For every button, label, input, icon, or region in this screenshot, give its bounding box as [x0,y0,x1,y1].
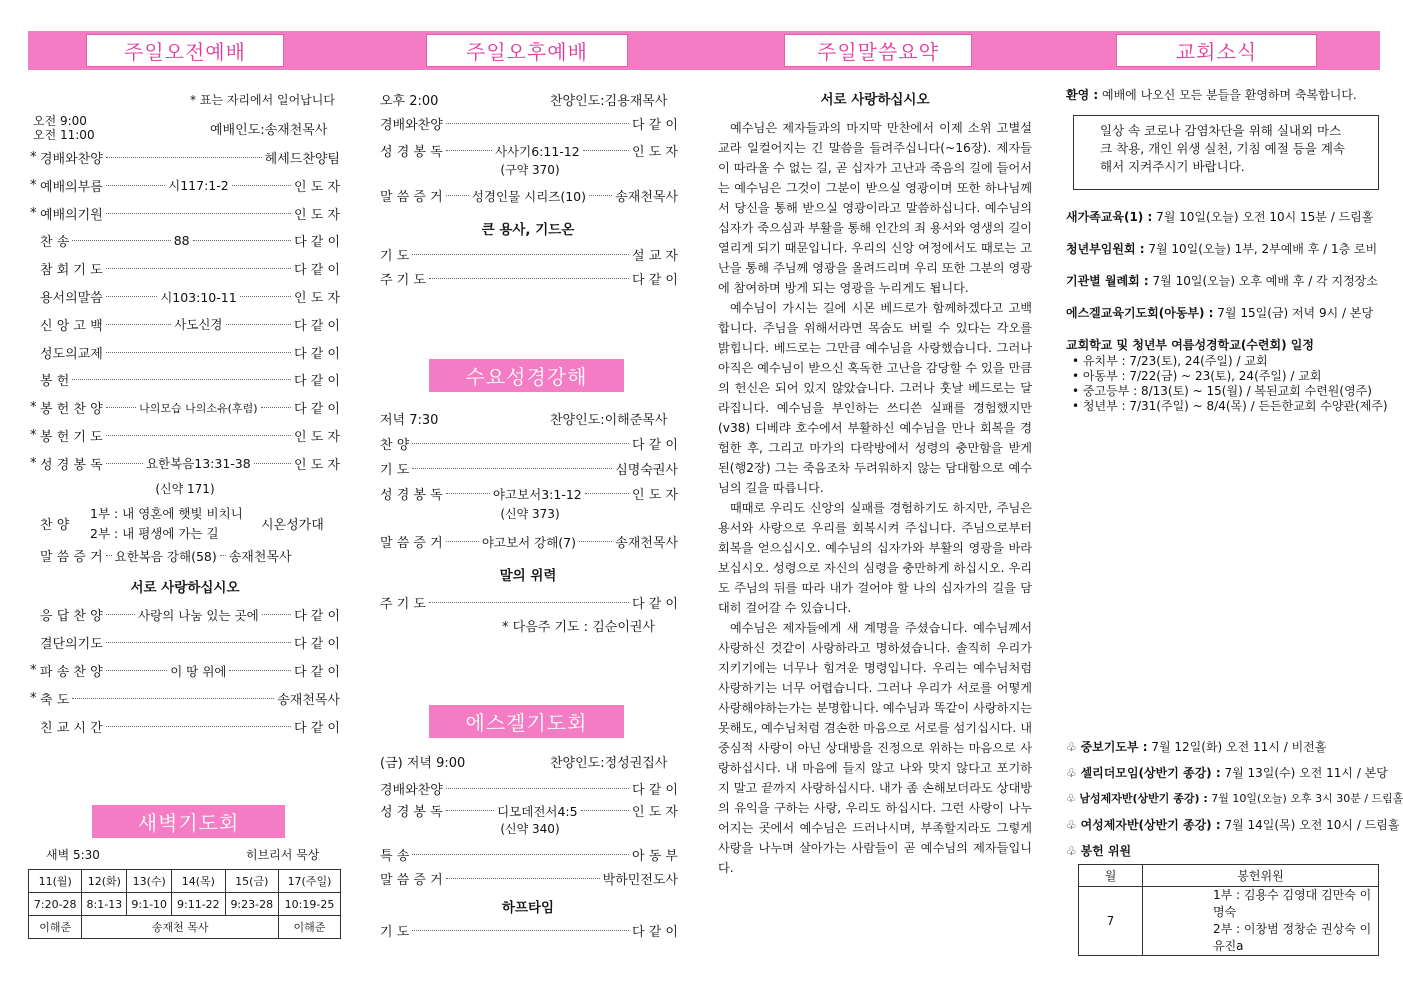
clover-icon: ♧ [1066,792,1076,805]
row-value: 다 같 이 [632,273,678,288]
order-row [30,633,340,652]
summer-text: 유치부 : 7/23(토), 24(주일) / 교회 [1082,354,1268,368]
order-row [380,801,678,820]
news-item-label: 새가족교육(1) : [1066,210,1153,224]
dawn-passage: 7:20-28 [29,893,82,916]
sermon-body [718,118,1032,878]
order-row [380,779,678,798]
ezekiel-halftime: 하프타임 [501,900,555,916]
clover-icon: ♧ [1066,740,1077,754]
clover-icon: ♧ [1066,766,1077,780]
summer-item: • 아동부 : 7/22(금) ~ 23(토), 24(주일) / 교회 [1072,369,1322,383]
prayer-news-item [1066,738,1326,755]
standing-mark: * [30,400,37,416]
dawn-day: 14(목) [172,870,225,893]
row-label: 신 앙 고 백 [40,318,103,334]
morning-reading-sub: (신약 171) [155,482,215,496]
wednesday-sermon-title: 말의 위력 [499,568,557,584]
dawn-passage: 8:1-13 [82,893,127,916]
order-row [380,593,678,612]
dawn-days-row [29,870,341,893]
standing-mark: * [30,663,37,678]
standing-note: * 표는 자리에서 일어납니다 [190,93,335,107]
prayer-news-item [1066,816,1399,833]
row-label: 봉 헌 [40,374,70,390]
dawn-day: 15(금) [225,870,278,893]
row-middle: 이 땅 위에 [170,663,227,679]
order-row [30,259,340,278]
offering-month-head: 월 [1079,865,1143,887]
row-label: 경배와찬양 [40,152,103,167]
morning-time-2: 오전 11:00 [33,128,95,142]
row-label: 경배와찬양 [380,118,443,133]
header-dawn: 새벽기도회 [92,805,285,838]
order-row [30,717,340,736]
morning-sermon-row [40,546,340,565]
order-row [380,141,678,160]
clover-icon: ♧ [1066,844,1077,858]
row-label: 특 송 [380,849,410,864]
row-label: 성 경 봉 독 [380,145,443,160]
order-row [380,114,678,133]
row-value: 인 도 자 [294,457,340,473]
row-value: 다 같 이 [294,263,340,279]
offering-label-text: 봉헌 위원 [1080,844,1132,858]
afternoon-time: 오후 2:00 [380,94,439,109]
row-value: 다 같 이 [294,609,341,624]
choir-label: 찬 양 [40,518,70,533]
row-value: 송재천목사 [615,190,679,205]
offering-second-service: 2부 : 이창범 정창순 권상숙 이유진a [1213,922,1372,953]
row-label: 기 도 [380,249,410,264]
dawn-leader: 이해준 [29,916,82,939]
prayer-news-text: 7월 14일(목) 오전 10시 / 드림홀 [1224,818,1400,832]
choir-value: 시온성가대 [261,518,324,533]
row-label: 기 도 [380,463,410,478]
row-label: 성도의교제 [40,346,103,362]
row-label: 말 씀 증 거 [380,873,443,888]
row-middle: 디모데전서4:5 [497,803,578,819]
row-value: 설 교 자 [632,249,678,264]
summer-title: 교회학교 및 청년부 여름성경학교(수련회) 일정 [1066,338,1314,352]
row-middle: 요한복음 강해(58) [114,548,217,564]
morning-sermon-title: 서로 사랑하십시오 [130,580,240,596]
row-middle: 나의모습 나의소유(후렴) [139,401,258,415]
order-row [380,484,678,503]
row-middle: 사사기6:11-12 [494,143,580,159]
row-value: 송재천목사 [615,536,679,551]
news-item-label: 청년부임원회 : [1066,242,1145,256]
order-row [30,176,340,195]
welcome-line [1066,86,1357,103]
dawn-time: 새벽 5:30 [46,848,100,862]
standing-mark: * [30,691,37,706]
mask-notice: 일상 속 코로나 감염차단을 위해 실내외 마스크 착용, 개인 위생 실천, 기침 예절 등을 계속해서 지켜주시기 바랍니다. [1073,115,1379,190]
offering-header-row [1079,865,1379,887]
row-label: 경배와찬양 [380,783,443,798]
row-label: 성 경 봉 독 [380,488,443,503]
row-value: 아 동 부 [632,849,678,864]
prayer-news-text: 7월 13일(수) 오전 11시 / 본당 [1224,766,1388,780]
row-value: 인 도 자 [294,179,340,195]
order-row [30,605,340,624]
header-sermon: 주일말씀요약 [784,34,972,67]
header-wednesday: 수요성경강해 [429,359,624,392]
row-label: 예배의부름 [40,179,103,195]
row-value: 다 같 이 [632,118,678,133]
row-label: 말 씀 증 거 [40,550,103,565]
order-row [380,869,678,888]
summer-item: • 중고등부 : 8/13(토) ~ 15(월) / 복된교회 수련원(영주) [1072,384,1372,398]
row-middle: 시103:10-11 [160,289,237,305]
order-row [380,459,678,478]
dawn-leader: 이해준 [278,916,340,939]
row-value: 다 같 이 [632,597,678,612]
row-middle: 시117:1-2 [168,178,229,194]
row-label: 파 송 찬 양 [40,665,103,680]
welcome-label: 환영 : [1066,88,1099,102]
dawn-day: 12(화) [82,870,127,893]
order-row [30,148,340,167]
next-prayer-note: * 다음주 기도 : 김순이권사 [502,620,655,635]
sermon-paragraph: 예수님은 제자들에게 새 계명을 주셨습니다. 예수님께서 사랑하신 것같이 사랑하라고 명하셨습니다. 솔직히 우리가 지키기에는 너무나 힘겨운 명령입니다. 우리는 예수님처럼 사랑하기는 너무 어렵습니다. 그러나 우리가 서로를 어떻게 사랑해야하는가는 분명합니다. 예수님과 똑같이 사랑하지는 못해도, 예수님처럼 겸손한 마음으로 서로를 섬기십시다. 내 중심적 사랑이 아닌 상대방을 진정으로 위하는 마음으로 사랑하십시다. 내 마음에 들지 않고 나와 맞지 않다고 포기하지 말고 끝까지 사랑하십시다. 내가 좀 손해보더라도 상대방의 유익을 구하는 사랑, 우리도 하십시다. 그런 사랑이 나누어지는 곳에서 예수님은 드러나시며, 부족할지라도 그렇게 사랑을 나누며 살아가는 사람들이 곧 예수님의 제자들입니다. [718,621,1033,875]
row-label: 응 답 찬 양 [40,609,103,624]
order-row [30,661,340,680]
offering-month: 7 [1079,887,1143,956]
row-middle: 사랑의 나눔 있는 곳에 [138,607,259,623]
news-item-text: 7월 15일(금) 저녁 9시 / 본당 [1217,306,1374,320]
choir-first: 1부 : 내 영혼에 햇빛 비치니 [90,506,243,521]
order-row [380,434,678,453]
order-row [30,204,340,223]
dawn-day: 17(주일) [278,870,340,893]
summer-text: 청년부 : 7/31(주일) ~ 8/4(목) / 든든한교회 수양관(제주) [1082,399,1388,413]
choir-second: 2부 : 내 평생에 가는 길 [90,526,219,541]
row-value: 다 같 이 [294,402,340,418]
prayer-news-label: 남성제자반(상반기 종강) : [1079,792,1208,805]
afternoon-sermon-title: 큰 용사, 기드온 [481,222,575,238]
clover-icon: ♧ [1066,818,1077,832]
summer-item: • 유치부 : 7/23(토), 24(주일) / 교회 [1072,354,1268,368]
offering-committee-label [1066,842,1131,859]
header-afternoon: 주일오후예배 [426,34,628,67]
row-label: 축 도 [40,693,70,708]
ezekiel-leader: 찬양인도:정성권집사 [550,756,668,771]
morning-time-1: 오전 9:00 [33,114,87,128]
row-value: 인 도 자 [294,430,340,445]
row-label: 말 씀 증 거 [380,190,443,205]
news-item [1066,208,1373,225]
row-value: 다 같 이 [294,235,341,251]
row-value: 송재천목사 [228,550,292,565]
sermon-paragraph: 예수님이 가시는 길에 시몬 베드로가 함께하겠다고 고백합니다. 주님을 위해서라면 목숨도 버릴 수 있다는 각오를 밝힙니다. 베드로는 그만큼 예수님을 사랑했습니다. 그러나 아직은 예수님이 받으신 혹독한 고난을 감당할 수 있을 만큼의 헌신은 되어 있지 않았습니다. 그러나 훗날 베드로는 달라집니다. 예수님을 부인하는 쓰디쓴 실패를 경험했지만(v38) 디베랴 호수에서 부활하신 예수님을 만나 회복을 경험한 후, 그리고 마가의 다락방에서 성령의 충만함을 받게 된(행2장) 그는 죽음조차 두려워하지 않는 담대함으로 예수님의 길을 따릅니다. [718,301,1032,495]
morning-leader: 예배인도:송재천목사 [210,123,328,138]
dawn-leader: 송재천 목사 [82,916,279,939]
standing-mark: * [30,205,37,221]
row-middle: 야고보서3:1-12 [492,486,582,502]
summer-text: 중고등부 : 8/13(토) ~ 15(월) / 복된교회 수련원(영주) [1082,384,1372,398]
offering-first-service: 1부 : 김용수 김영대 김만숙 이명숙 [1213,888,1372,919]
news-item-text: 7월 10일(오늘) 오전 10시 15분 / 드림홀 [1156,210,1374,224]
news-item [1066,304,1373,321]
standing-mark: * [30,150,37,165]
standing-mark: * [30,428,37,443]
order-row [380,245,678,264]
row-value: 다 같 이 [294,318,340,334]
sermon-paragraph: 때때로 우리도 신앙의 실패를 경험하기도 하지만, 주님은 용서와 사랑으로 우리를 회복시켜 주십니다. 주님으로부터 회복을 얻으십시오. 예수님의 십자가와 부활의 영광을 바라보십시오. 성령으로 자신의 심령을 충만하게 하십시오. 우리도 주님의 뒤를 따라 내가 걸어야 할 나의 십자가의 길을 담대히 걸어갈 수 있습니다. [718,501,1032,615]
prayer-news-item [1066,764,1388,781]
dawn-leaders-row [29,916,341,939]
row-label: 기 도 [380,925,410,940]
order-row [30,231,340,250]
row-label: 말 씀 증 거 [380,536,443,551]
order-row [30,454,340,473]
header-morning: 주일오전예배 [86,34,284,67]
dawn-day: 13(수) [127,870,172,893]
welcome-text: 예배에 나오신 모든 분들을 환영하며 축복합니다. [1102,88,1357,102]
row-value: 심명숙권사 [615,463,678,478]
prayer-news-label: 중보기도부 : [1080,740,1148,754]
row-value: 다 같 이 [294,637,340,652]
row-value: 인 도 자 [632,145,678,160]
ezekiel-time: (금) 저녁 9:00 [380,756,466,771]
dawn-day: 11(월) [29,870,82,893]
row-label: 봉 헌 기 도 [40,430,103,445]
row-label: 성 경 봉 독 [380,805,443,820]
order-row [30,689,340,708]
afternoon-reading-sub: (구약 370) [500,163,560,177]
wednesday-reading-sub: (신약 373) [500,507,560,521]
order-row [30,398,340,417]
row-value: 다 같 이 [632,925,678,940]
row-value: 인 도 자 [294,207,340,223]
ezekiel-reading-sub: (신약 340) [500,822,560,836]
dawn-passage: 9:11-22 [172,893,225,916]
row-value: 송재천목사 [277,693,340,708]
row-value: 인 도 자 [632,805,678,820]
prayer-news-label: 셀리더모임(상반기 종강) : [1080,766,1221,780]
order-row [30,370,340,389]
news-item [1066,272,1378,289]
prayer-news-label: 여성제자반(상반기 종강) : [1080,818,1221,832]
order-row [380,532,678,551]
row-label: 주 기 도 [380,597,426,612]
prayer-news-text: 7월 12일(화) 오전 11시 / 비전홀 [1151,740,1327,754]
row-label: 찬 송 [40,235,70,251]
news-item-label: 에스겔교육기도회(아동부) : [1066,306,1214,320]
dawn-passage: 9:23-28 [225,893,278,916]
row-value: 헤세드찬양팀 [264,152,340,167]
row-label: 찬 양 [380,438,410,453]
offering-table [1078,864,1379,956]
row-label: 참 회 기 도 [40,263,103,279]
wednesday-time: 저녁 7:30 [380,413,439,428]
row-label: 주 기 도 [380,273,426,288]
row-middle: 88 [173,233,190,249]
news-item-text: 7월 10일(오늘) 오후 예배 후 / 각 지정장소 [1152,274,1378,288]
order-row [380,921,678,940]
row-value: 박하민전도사 [602,873,678,888]
news-item-label: 기관별 월례회 : [1066,274,1149,288]
order-row [30,343,340,362]
order-row [380,845,678,864]
dawn-passage: 9:1-10 [127,893,172,916]
row-value: 다 같 이 [294,721,340,736]
prayer-news-text: 7월 10일(오늘) 오후 3시 30분 / 드림홀 [1211,792,1403,805]
row-label: 예배의기원 [40,207,103,223]
row-label: 용서의말씀 [40,291,103,306]
row-value: 다 같 이 [632,438,678,453]
row-middle: 사도신경 [174,317,223,333]
row-value: 다 같 이 [294,665,340,680]
offering-name-head: 봉헌위원 [1143,865,1379,887]
prayer-news-item [1066,790,1403,806]
order-row [30,315,340,334]
row-label: 봉 헌 찬 양 [40,402,103,418]
news-item [1066,240,1377,257]
order-row [30,287,340,306]
dawn-passage: 10:19-25 [278,893,340,916]
summer-text: 아동부 : 7/22(금) ~ 23(토), 24(주일) / 교회 [1082,369,1322,383]
row-middle: 야고보서 강해(7) [481,534,576,550]
order-row [30,426,340,445]
row-label: 성 경 봉 독 [40,457,103,473]
standing-mark: * [30,177,37,193]
row-value: 다 같 이 [632,783,678,798]
dawn-passages-row [29,893,341,916]
row-label: 결단의기도 [40,637,103,652]
header-ezekiel: 에스겔기도회 [429,705,624,738]
header-news: 교회소식 [1116,34,1317,67]
offering-row [1079,887,1379,956]
row-label: 친 교 시 간 [40,721,103,736]
standing-mark: * [30,455,37,471]
summer-item: • 청년부 : 7/31(주일) ~ 8/4(목) / 든든한교회 수양관(제주) [1072,399,1388,413]
row-value: 인 도 자 [632,488,678,503]
afternoon-leader: 찬양인도:김용재목사 [550,94,668,109]
row-middle: 성경인물 시리즈(10) [471,188,587,204]
dawn-book: 히브리서 묵상 [246,848,320,862]
row-middle: 요한복음13:31-38 [145,456,251,472]
dawn-schedule-table [28,869,341,939]
order-row [380,269,678,288]
row-value: 다 같 이 [294,374,340,390]
sermon-title: 서로 사랑하십시오 [820,92,930,108]
offering-members [1143,887,1379,956]
wednesday-leader: 찬양인도:이해준목사 [550,413,668,428]
order-row [380,186,678,205]
news-item-text: 7월 10일(오늘) 1부, 2부예배 후 / 1층 로비 [1148,242,1378,256]
row-value: 다 같 이 [294,346,340,362]
sermon-paragraph: 예수님은 제자들과의 마지막 만찬에서 이제 소위 고별설교라 일컬어지는 긴 말씀을 들려주십니다(~16장). 제자들이 따라올 수 없는 길, 곧 십자가 고난과 죽음의 길에 들어서는 예수님은 그것이 그분이 받으실 영광이며 또한 하나님께서 당신을 통해 받으실 영광이라고 말씀하십니다. 예수님의 십자가 죽으심과 부활을 통해 인간의 죄 용서와 영생의 길이 열리게 되기 때문입니다. 우리의 신앙 여정에서도 때로는 고난을 통해 주님께 영광을 올려드리며 우리 또한 그분의 영광에 참여하며 방게 되는 영광을 누리게도 됩니다. [718,121,1032,295]
row-value: 인 도 자 [294,291,340,306]
